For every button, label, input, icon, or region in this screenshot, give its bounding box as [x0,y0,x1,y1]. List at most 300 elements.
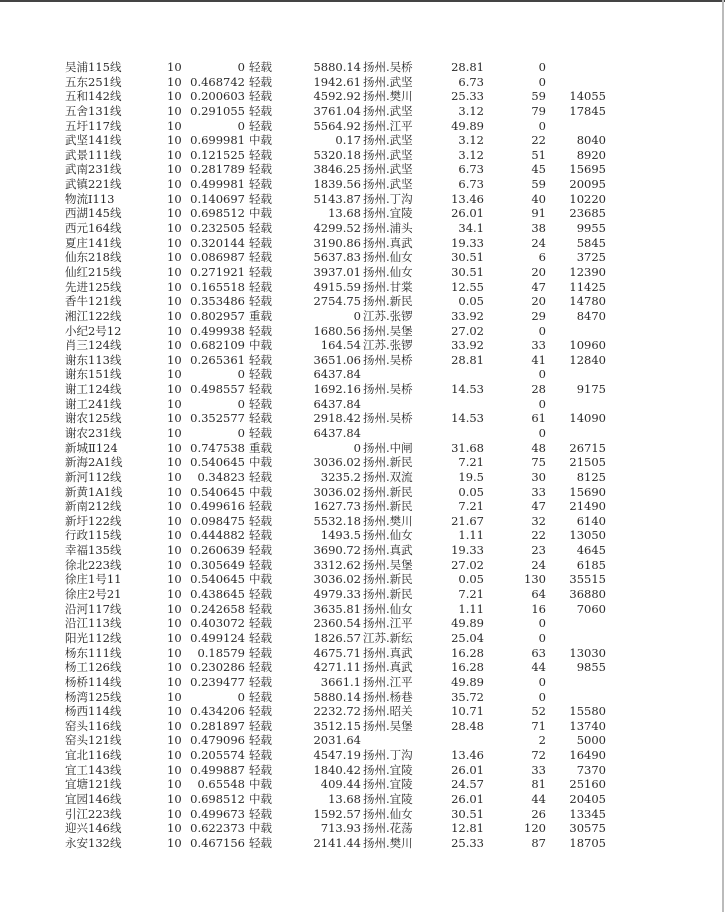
cell-distance: 1.11 [458,601,484,616]
cell-load-level: 中载 [249,792,272,806]
cell-capacity: 3036.02 [313,455,361,470]
table-row [0,675,720,689]
cell-distance: 12.55 [451,279,484,294]
cell-voltage: 10 [167,601,182,616]
cell-value: 15690 [569,484,606,499]
cell-load-rate: 0.352577 [190,411,245,426]
cell-load-rate: 0 [237,426,245,440]
cell-line-name: 谢东151线 [65,367,122,382]
cell-voltage: 10 [167,177,182,192]
cell-load-level: 轻载 [249,806,272,821]
table-row [0,236,720,250]
cell-voltage: 10 [167,89,182,104]
cell-voltage: 10 [167,821,182,836]
cell-substation: 扬州.新民 [363,572,413,587]
cell-count: 33 [531,484,546,499]
cell-capacity: 4547.19 [313,748,361,763]
cell-capacity: 5320.18 [313,147,361,162]
cell-distance: 0.05 [458,484,484,499]
cell-substation: 扬州.仙女 [363,528,413,543]
cell-distance: 7.21 [458,499,484,514]
cell-line-name: 杨工126线 [65,660,122,675]
cell-substation: 扬州.樊川 [363,835,413,850]
cell-voltage: 10 [167,835,182,850]
table-row [0,660,720,674]
cell-line-name: 阳光112线 [65,630,122,645]
cell-value: 7370 [576,762,606,777]
cell-load-level: 轻载 [249,279,272,294]
cell-load-rate: 0.265361 [190,352,245,367]
cell-voltage: 10 [167,411,182,426]
cell-count: 40 [531,191,546,206]
cell-value: 8040 [576,133,606,148]
cell-value: 16490 [569,748,606,763]
cell-line-name: 五和142线 [65,89,122,104]
cell-distance: 3.12 [458,133,484,148]
cell-count: 20 [531,264,546,279]
cell-count: 24 [531,557,546,572]
table-row [0,558,720,572]
cell-load-level: 轻载 [249,89,272,104]
cell-load-level: 轻载 [249,587,272,602]
cell-line-name: 新南212线 [65,499,122,514]
cell-distance: 10.71 [451,704,484,719]
cell-substation: 扬州.新民 [363,499,413,514]
cell-value: 30575 [569,821,606,836]
cell-load-level: 轻载 [249,250,272,265]
table-row [0,836,720,850]
cell-substation: 扬州.吴堡 [363,557,413,572]
cell-capacity: 2031.64 [313,733,361,748]
cell-count: 61 [531,411,546,426]
right-border [722,0,724,912]
cell-count: 130 [524,572,546,587]
cell-load-level: 重载 [249,308,272,323]
cell-value: 20095 [569,177,606,192]
cell-load-rate: 0.320144 [190,235,245,250]
cell-distance: 33.92 [451,308,484,323]
cell-line-name: 新海2A1线 [65,455,123,470]
cell-capacity: 1592.57 [313,806,361,821]
cell-capacity: 3190.86 [313,235,361,250]
table-row [0,528,720,542]
cell-capacity: 13.68 [328,206,361,221]
cell-capacity: 1692.16 [313,382,361,397]
cell-count: 72 [531,748,546,763]
table-row [0,353,720,367]
cell-count: 0 [538,367,546,382]
table-row [0,426,720,440]
cell-capacity: 2754.75 [313,294,361,309]
table-row [0,294,720,308]
cell-count: 6 [538,250,546,265]
cell-load-rate: 0.479096 [190,733,245,748]
cell-distance: 19.33 [451,235,484,250]
cell-capacity: 13.68 [328,792,361,806]
cell-count: 38 [531,221,546,236]
cell-load-rate: 0.499616 [190,499,245,514]
cell-load-level: 轻载 [249,426,272,440]
cell-line-name: 杨桥114线 [65,674,122,689]
cell-load-rate: 0.444882 [190,528,245,543]
cell-load-rate: 0.540645 [190,572,245,587]
cell-substation: 扬州.仙女 [363,264,413,279]
cell-load-rate: 0.230286 [190,660,245,675]
cell-capacity: 5532.18 [313,513,361,528]
table-row [0,719,720,733]
cell-voltage: 10 [167,777,182,792]
cell-substation: 扬州.真武 [363,660,413,675]
cell-voltage: 10 [167,308,182,323]
cell-load-rate: 0.698512 [190,206,245,221]
cell-load-rate: 0.086987 [190,250,245,265]
cell-substation: 扬州.吴堡 [363,323,413,338]
cell-count: 0 [538,616,546,631]
cell-capacity: 6437.84 [313,367,361,382]
table-row [0,514,720,528]
cell-count: 81 [531,777,546,792]
cell-voltage: 10 [167,616,182,631]
cell-load-level: 轻载 [249,118,272,133]
table-row [0,807,720,821]
cell-load-level: 轻载 [249,748,272,763]
cell-substation: 扬州.武坚 [363,177,413,192]
cell-voltage: 10 [167,264,182,279]
cell-count: 0 [538,630,546,645]
cell-substation: 扬州.新民 [363,455,413,470]
cell-distance: 30.51 [451,806,484,821]
cell-value: 15580 [569,704,606,719]
table-row [0,587,720,601]
cell-value: 4645 [576,543,606,558]
cell-substation: 扬州.丁沟 [363,748,413,763]
cell-distance: 25.33 [451,89,484,104]
cell-capacity: 3312.62 [313,557,361,572]
cell-voltage: 10 [167,528,182,543]
cell-load-rate: 0.468742 [190,74,245,89]
cell-value: 21505 [569,455,606,470]
cell-substation: 扬州.新民 [363,484,413,499]
cell-load-rate: 0.434206 [190,704,245,719]
cell-load-level: 中载 [249,572,272,587]
cell-count: 30 [531,469,546,484]
cell-load-level: 轻载 [249,60,272,74]
cell-voltage: 10 [167,704,182,719]
cell-distance: 33.92 [451,338,484,353]
cell-capacity: 5880.14 [313,60,361,74]
cell-count: 41 [531,352,546,367]
cell-distance: 35.72 [451,689,484,704]
cell-load-level: 轻载 [249,733,272,748]
cell-value: 13030 [569,645,606,660]
cell-load-rate: 0.098475 [190,513,245,528]
cell-substation: 扬州.仙女 [363,601,413,616]
cell-distance: 30.51 [451,250,484,265]
cell-line-name: 谢工124线 [65,382,122,397]
cell-value: 15695 [569,162,606,177]
cell-distance: 27.02 [451,323,484,338]
cell-voltage: 10 [167,118,182,133]
table-row [0,821,720,835]
cell-distance: 3.12 [458,103,484,118]
cell-distance: 14.53 [451,382,484,397]
cell-value: 14090 [569,411,606,426]
cell-value: 20405 [569,792,606,806]
cell-load-rate: 0 [237,60,245,74]
cell-voltage: 10 [167,660,182,675]
cell-distance: 49.89 [451,616,484,631]
cell-voltage: 10 [167,74,182,89]
cell-distance: 25.33 [451,835,484,850]
cell-value: 25160 [569,777,606,792]
cell-voltage: 10 [167,352,182,367]
cell-load-level: 轻载 [249,660,272,675]
cell-line-name: 宜园146线 [65,792,122,806]
cell-capacity: 2232.72 [313,704,361,719]
cell-distance: 26.01 [451,762,484,777]
cell-distance: 26.01 [451,206,484,221]
cell-voltage: 10 [167,60,182,74]
cell-capacity: 1839.56 [313,177,361,192]
cell-value: 14780 [569,294,606,309]
cell-load-level: 轻载 [249,499,272,514]
cell-line-name: 五舍131线 [65,103,122,118]
table-row [0,455,720,469]
table-row [0,704,720,718]
cell-substation: 扬州.江平 [363,674,413,689]
cell-load-level: 轻载 [249,411,272,426]
cell-line-name: 五圩117线 [65,118,122,133]
cell-substation: 扬州.甘棠 [363,279,413,294]
cell-value: 35515 [569,572,606,587]
cell-voltage: 10 [167,367,182,382]
cell-count: 0 [538,396,546,411]
table-row [0,602,720,616]
cell-count: 16 [531,601,546,616]
cell-load-level: 轻载 [249,103,272,118]
table-row [0,690,720,704]
cell-distance: 6.73 [458,177,484,192]
cell-load-level: 中载 [249,338,272,353]
cell-line-name: 宜工143线 [65,762,122,777]
table-row [0,470,720,484]
cell-count: 47 [531,499,546,514]
cell-line-name: 湘江122线 [65,308,122,323]
cell-load-rate: 0.121525 [190,147,245,162]
table-row [0,75,720,89]
cell-load-level: 中载 [249,821,272,836]
cell-substation: 扬州.真武 [363,543,413,558]
cell-count: 63 [531,645,546,660]
cell-count: 79 [531,103,546,118]
table-row [0,382,720,396]
cell-distance: 21.67 [451,513,484,528]
cell-distance: 13.46 [451,748,484,763]
cell-count: 33 [531,762,546,777]
cell-load-rate: 0.698512 [190,792,245,806]
cell-value: 9855 [576,660,606,675]
table-row [0,133,720,147]
cell-load-level: 轻载 [249,513,272,528]
table-row [0,324,720,338]
cell-load-level: 轻载 [249,177,272,192]
cell-line-name: 西元164线 [65,221,122,236]
table-row [0,250,720,264]
cell-distance: 1.11 [458,528,484,543]
cell-load-level: 轻载 [249,191,272,206]
cell-capacity: 0 [353,308,361,323]
cell-capacity: 3661.1 [320,674,361,689]
cell-line-name: 宜塘121线 [65,777,122,792]
cell-load-level: 轻载 [249,396,272,411]
cell-count: 24 [531,235,546,250]
table-row [0,485,720,499]
cell-voltage: 10 [167,484,182,499]
cell-capacity: 5880.14 [313,689,361,704]
cell-line-name: 迎兴146线 [65,821,122,836]
cell-substation: 江苏.新纭 [363,630,413,645]
cell-line-name: 物流Ⅰ113 [65,191,115,206]
cell-line-name: 香牛121线 [65,294,122,309]
cell-substation: 扬州.武坚 [363,133,413,148]
cell-substation: 江苏.张锣 [363,308,413,323]
cell-substation: 扬州.花荡 [363,821,413,836]
cell-load-level: 轻载 [249,674,272,689]
cell-count: 48 [531,440,546,455]
cell-value: 9955 [576,221,606,236]
cell-load-rate: 0.200603 [190,89,245,104]
cell-count: 51 [531,147,546,162]
cell-voltage: 10 [167,587,182,602]
cell-value: 8470 [576,308,606,323]
cell-load-rate: 0.699981 [190,133,245,148]
cell-substation: 扬州.真武 [363,235,413,250]
cell-substation: 扬州.武坚 [363,74,413,89]
cell-count: 28 [531,382,546,397]
cell-line-name: 武坚141线 [65,133,122,148]
cell-substation: 江苏.张锣 [363,338,413,353]
cell-substation: 扬州.宜陵 [363,762,413,777]
cell-line-name: 杨东111线 [65,645,122,660]
cell-count: 0 [538,323,546,338]
cell-value: 14055 [569,89,606,104]
cell-capacity: 5143.87 [313,191,361,206]
cell-voltage: 10 [167,513,182,528]
cell-voltage: 10 [167,294,182,309]
table-row [0,60,720,74]
cell-voltage: 10 [167,396,182,411]
cell-load-level: 轻载 [249,367,272,382]
cell-line-name: 仙东218线 [65,250,122,265]
cell-line-name: 宜北116线 [65,748,122,763]
table-row [0,631,720,645]
cell-distance: 24.57 [451,777,484,792]
cell-capacity: 4592.92 [313,89,361,104]
cell-line-name: 谢农231线 [65,426,122,440]
cell-value: 8125 [576,469,606,484]
cell-count: 59 [531,89,546,104]
table-row [0,119,720,133]
cell-voltage: 10 [167,162,182,177]
cell-voltage: 10 [167,250,182,265]
cell-load-level: 轻载 [249,704,272,719]
cell-line-name: 谢工241线 [65,396,122,411]
table-row [0,616,720,630]
cell-load-rate: 0.747538 [190,440,245,455]
cell-count: 52 [531,704,546,719]
cell-distance: 25.04 [451,630,484,645]
cell-capacity: 164.54 [320,338,361,353]
cell-line-name: 窑头121线 [65,733,122,748]
cell-value: 18705 [569,835,606,850]
cell-line-name: 肖三124线 [65,338,122,353]
cell-load-level: 轻载 [249,601,272,616]
cell-load-rate: 0.540645 [190,484,245,499]
cell-load-rate: 0.499938 [190,323,245,338]
cell-substation: 扬州.武坚 [363,162,413,177]
cell-line-name: 仙红215线 [65,264,122,279]
cell-voltage: 10 [167,426,182,440]
cell-distance: 28.48 [451,718,484,733]
cell-voltage: 10 [167,557,182,572]
cell-count: 0 [538,118,546,133]
cell-value: 9175 [576,382,606,397]
cell-value: 13050 [569,528,606,543]
cell-value: 11425 [569,279,606,294]
cell-count: 2 [538,733,546,748]
cell-capacity: 3036.02 [313,484,361,499]
cell-voltage: 10 [167,689,182,704]
cell-line-name: 杨西114线 [65,704,122,719]
cell-substation: 扬州.吴堡 [363,718,413,733]
cell-load-level: 轻载 [249,74,272,89]
cell-count: 33 [531,338,546,353]
cell-line-name: 永安132线 [65,835,122,850]
cell-capacity: 6437.84 [313,426,361,440]
cell-capacity: 4271.11 [313,660,361,675]
cell-distance: 34.1 [458,221,484,236]
cell-value: 12390 [569,264,606,279]
cell-line-name: 新城Ⅱ124 [65,440,118,455]
cell-load-rate: 0.499887 [190,762,245,777]
cell-load-rate: 0.305649 [190,557,245,572]
cell-capacity: 2918.42 [313,411,361,426]
cell-load-level: 轻载 [249,835,272,850]
cell-load-rate: 0.499981 [190,177,245,192]
cell-line-name: 武镇221线 [65,177,122,192]
cell-value: 26715 [569,440,606,455]
cell-line-name: 杨湾125线 [65,689,122,704]
table-row [0,89,720,103]
cell-load-level: 轻载 [249,323,272,338]
cell-distance: 12.81 [451,821,484,836]
cell-line-name: 五东251线 [65,74,122,89]
cell-distance: 6.73 [458,74,484,89]
cell-substation: 扬州.真武 [363,645,413,660]
cell-voltage: 10 [167,206,182,221]
cell-line-name: 谢农125线 [65,411,122,426]
cell-load-level: 轻载 [249,630,272,645]
cell-substation: 扬州.宜陵 [363,206,413,221]
cell-load-level: 轻载 [249,382,272,397]
cell-load-rate: 0.239477 [190,674,245,689]
cell-capacity: 5637.83 [313,250,361,265]
cell-load-level: 中载 [249,455,272,470]
cell-distance: 3.12 [458,147,484,162]
cell-voltage: 10 [167,103,182,118]
cell-capacity: 3635.81 [313,601,361,616]
cell-value: 23685 [569,206,606,221]
